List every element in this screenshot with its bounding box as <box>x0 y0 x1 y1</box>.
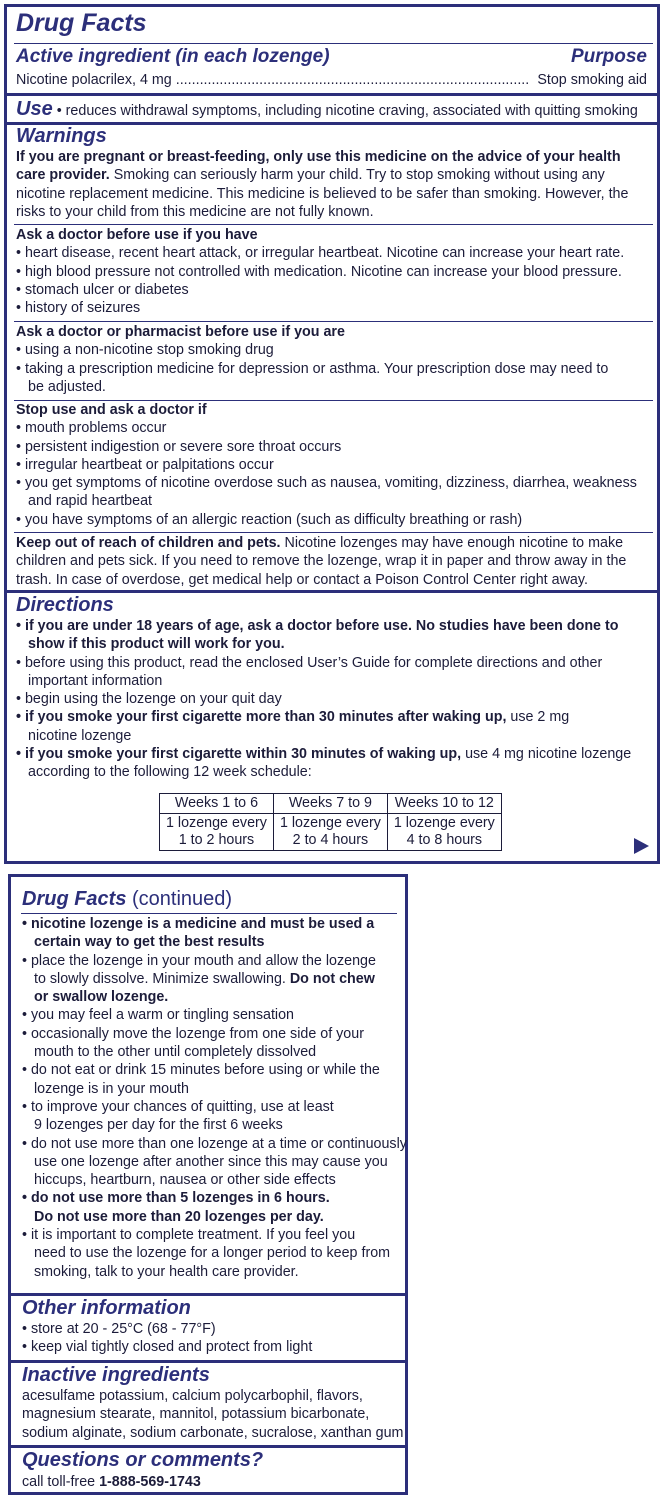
list-item: • you have symptoms of an allergic reaction (such as difficulty breathing or rash) <box>16 511 523 528</box>
purpose-heading: Purpose <box>570 46 647 67</box>
dosing-schedule-table <box>159 793 502 851</box>
warning-line: risks to your child from this medicine are not fully known. <box>16 203 374 220</box>
list-item: • persistent indigestion or severe sore throat occurs <box>16 438 342 455</box>
leader-dots: ......................................................................................... <box>175 72 530 88</box>
warning-text: Smoking can seriously harm your child. Try to stop smoking without using any <box>109 167 605 184</box>
list-item-continued: certain way to get the best results <box>34 934 265 951</box>
warning-line: nicotine replacement medicine. This medicine is believed to be safer than smoking. However, the <box>16 185 629 202</box>
list-item: • you may feel a warm or tingling sensation <box>22 1007 295 1024</box>
list-item-continued: smoking, talk to your health care provider. <box>34 1263 299 1280</box>
list-item: • high blood pressure not controlled with medication. Nicotine can increase your blood pressure. <box>16 263 622 280</box>
divider <box>14 43 653 44</box>
keep-out-of-reach <box>16 534 626 589</box>
table-cell <box>273 814 387 851</box>
list-item: • you get symptoms of nicotine overdose such as nausea, vomiting, dizziness, diarrhea, weakness <box>16 475 637 492</box>
table-row <box>160 794 502 814</box>
list-item: • place the lozenge in your mouth and allow the lozenge <box>22 952 376 969</box>
ask-pharmacist-heading: Ask a doctor or pharmacist before use if you are <box>16 324 345 340</box>
divider <box>21 913 397 914</box>
cell-line: 1 to 2 hours <box>178 832 255 848</box>
directions-heading: Directions <box>16 594 114 616</box>
questions-heading: Questions or comments? <box>22 1449 264 1471</box>
list-item-continued: lozenge is in your mouth <box>34 1080 189 1097</box>
purpose-value: Stop smoking aid <box>537 72 647 88</box>
active-ingredient-heading: Active ingredient (in each lozenge) <box>16 46 330 67</box>
divider <box>14 224 653 225</box>
table-header-cell: Weeks 1 to 6 <box>160 794 274 814</box>
list-item-continued: nicotine lozenge <box>28 727 132 744</box>
warning-line: If you are pregnant or breast-feeding, only use this medicine on the advice of your health <box>16 149 621 165</box>
list-item: • taking a prescription medicine for depression or asthma. Your prescription dose may need to <box>16 360 609 377</box>
list-item-continued: show if this product will work for you. <box>28 636 285 653</box>
list-item-continued: important information <box>28 672 163 689</box>
list-item: • irregular heartbeat or palpitations occur <box>16 456 274 473</box>
keep-text: Nicotine lozenges may have enough nicotine to make <box>280 535 624 551</box>
list-item-text: use 2 mg <box>506 709 570 726</box>
continued-title <box>22 887 232 911</box>
list-item <box>16 745 631 763</box>
ingredient-name: Nicotine polacrilex, 4 mg <box>16 72 172 88</box>
list-item: • mouth problems occur <box>16 420 167 437</box>
table-cell <box>387 814 501 851</box>
table-row <box>160 814 502 851</box>
list-item-bold: • if you smoke your first cigarette within 30 minutes of waking up, <box>16 746 462 763</box>
questions-contact <box>22 1473 201 1491</box>
use-text: • reduces withdrawal symptoms, including nicotine craving, associated with quitting smoking <box>56 103 638 119</box>
list-item: • before using this product, read the enclosed User’s Guide for complete directions and other <box>16 654 603 671</box>
panel-title: Drug Facts <box>16 9 147 37</box>
list-item-continued: 9 lozenges per day for the first 6 weeks <box>34 1117 283 1134</box>
list-item-continued: or swallow lozenge. <box>34 989 169 1006</box>
keep-line <box>16 534 626 552</box>
divider <box>14 532 653 533</box>
other-info-list <box>22 1320 312 1357</box>
ask-doctor-heading: Ask a doctor before use if you have <box>16 227 258 243</box>
stop-use-heading: Stop use and ask a doctor if <box>16 402 207 418</box>
other-info-heading: Other information <box>22 1297 191 1319</box>
ingredient-line: acesulfame potassium, calcium polycarbophil, flavors, <box>22 1388 363 1404</box>
inactive-ingredients-list <box>22 1387 403 1442</box>
list-item-continued: according to the following 12 week schedule: <box>28 764 312 781</box>
list-item: • do not use more than 5 lozenges in 6 hours. <box>22 1190 330 1207</box>
phone-number: 1-888-569-1743 <box>99 1474 201 1490</box>
keep-line: children and pets sick. If you need to remove the lozenge, wrap it in paper and throw away in the <box>16 553 627 570</box>
cell-line: 1 lozenge every <box>393 815 495 831</box>
stop-use-section <box>16 401 637 529</box>
inactive-ingredients-heading: Inactive ingredients <box>22 1364 210 1386</box>
use-heading: Use <box>16 98 53 120</box>
list-item-bold: Do not chew <box>289 970 375 987</box>
drug-facts-continued-panel <box>8 874 408 1495</box>
list-item: • it is important to complete treatment. If you feel you <box>22 1227 356 1244</box>
cell-line: 2 to 4 hours <box>292 832 369 848</box>
cell-line: 1 lozenge every <box>166 815 267 831</box>
cell-line: 4 to 8 hours <box>406 832 483 848</box>
list-item-continued: use one lozenge after another since this may cause you <box>34 1153 388 1170</box>
list-item: • begin using the lozenge on your quit day <box>16 691 282 708</box>
keep-bold: Keep out of reach of children and pets. <box>16 535 281 551</box>
table-cell <box>160 814 274 851</box>
directions-list <box>16 617 631 782</box>
list-item: • keep vial tightly closed and protect from light <box>22 1339 313 1356</box>
list-item: • history of seizures <box>16 300 141 317</box>
divider <box>14 321 653 322</box>
list-item-continued: be adjusted. <box>28 378 106 395</box>
list-item-continued: and rapid heartbeat <box>28 493 153 510</box>
pregnancy-warning <box>16 148 628 221</box>
drug-facts-panel <box>4 4 660 864</box>
list-item-continued: hiccups, heartburn, nausea or other side effects <box>34 1172 336 1189</box>
list-item: • stomach ulcer or diabetes <box>16 281 189 298</box>
list-item: • do not use more than one lozenge at a time or continuously <box>22 1135 407 1152</box>
list-item: • if you are under 18 years of age, ask a doctor before use. No studies have been done to <box>16 618 619 634</box>
warning-line <box>16 166 628 184</box>
table-header-cell: Weeks 7 to 9 <box>273 794 387 814</box>
list-item <box>16 708 631 726</box>
table-header-cell: Weeks 10 to 12 <box>387 794 501 814</box>
keep-line: trash. In case of overdose, get medical help or contact a Poison Control Center right away. <box>16 571 588 588</box>
use-section <box>16 96 638 124</box>
continued-title-main: Drug Facts <box>22 888 127 910</box>
call-label: call toll-free <box>22 1474 100 1490</box>
list-item-text: use 4 mg nicotine lozenge <box>461 746 632 763</box>
list-item-continued <box>22 970 407 988</box>
list-item-text: to slowly dissolve. Minimize swallowing. <box>34 970 290 987</box>
continued-title-suffix: (continued) <box>126 888 233 910</box>
continued-directions-list <box>22 915 407 1281</box>
ingredient-line: magnesium stearate, mannitol, potassium bicarbonate, <box>22 1406 370 1423</box>
list-item: • heart disease, recent heart attack, or irregular heartbeat. Nicotine can increase your heart rate. <box>16 245 625 262</box>
list-item: • using a non-nicotine stop smoking drug <box>16 342 274 359</box>
list-item-continued: Do not use more than 20 lozenges per day. <box>34 1208 324 1225</box>
list-item: • to improve your chances of quitting, use at least <box>22 1098 334 1115</box>
continued-arrow-icon <box>634 838 649 854</box>
list-item-continued: mouth to the other until completely dissolved <box>34 1044 317 1061</box>
list-item: • nicotine lozenge is a medicine and must be used a <box>22 916 375 932</box>
list-item-continued: need to use the lozenge for a longer period to keep from <box>34 1245 391 1262</box>
ingredient-line: sodium alginate, sodium carbonate, sucralose, xanthan gum <box>22 1424 404 1441</box>
cell-line: 1 lozenge every <box>279 815 381 831</box>
list-item: • occasionally move the lozenge from one side of your <box>22 1025 364 1042</box>
ask-pharmacist-section <box>16 323 608 396</box>
list-item: • do not eat or drink 15 minutes before using or while the <box>22 1062 380 1079</box>
list-item-bold: • if you smoke your first cigarette more than 30 minutes after waking up, <box>16 709 507 726</box>
list-item: • store at 20 - 25°C (68 - 77°F) <box>22 1321 216 1337</box>
warnings-heading: Warnings <box>16 125 107 147</box>
warning-bold: care provider. <box>16 167 110 184</box>
ask-doctor-section <box>16 226 624 317</box>
